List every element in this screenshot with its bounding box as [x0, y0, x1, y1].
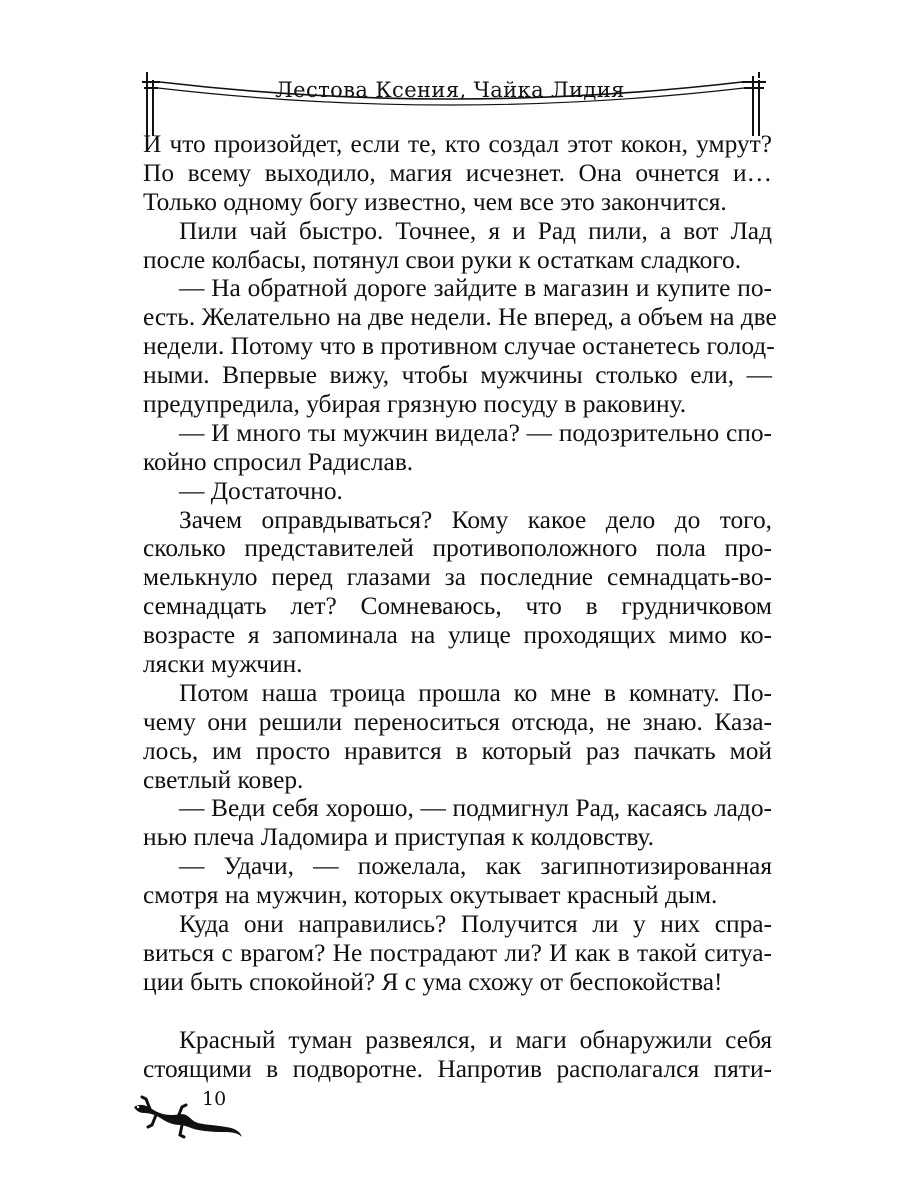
text-line: ными. Впервые вижу, чтобы мужчины столько ели, —	[143, 361, 772, 390]
text-line: после колбасы, потянул свои руки к остаткам сладкого.	[143, 245, 742, 274]
text-line	[143, 997, 772, 1026]
text-line: — Удачи, — пожелала, как загипнотизированная	[179, 852, 772, 881]
text-line: — Веди себя хорошо, — подмигнул Рад, касаясь ладо-	[179, 794, 772, 823]
text-line: нью плеча Ладомира и приступая к колдовству.	[143, 823, 654, 852]
text-line: По всему выходило, магия исчезнет. Она очнется и…	[143, 158, 772, 187]
text-line: светлый ковер.	[143, 765, 304, 794]
page-footer	[130, 1085, 260, 1145]
text-line: семнадцать лет? Сомневаюсь, что в грудничковом	[143, 592, 772, 621]
text-line: Только одному богу известно, чем все это закончится.	[143, 187, 727, 216]
text-line: Зачем оправдываться? Кому какое дело до того,	[179, 505, 772, 534]
text-line: чему они решили переноситься отсюда, не знаю. Каза-	[143, 707, 772, 736]
text-line: есть. Желательно на две недели. Не вперед, а объем на две	[143, 303, 777, 332]
text-line: койно спросил Радислав.	[143, 447, 414, 476]
text-line: смотря на мужчин, которых окутывает красный дым.	[143, 881, 718, 910]
body-text	[143, 130, 777, 1083]
text-line: предупредила, убирая грязную посуду в раковину.	[143, 390, 687, 419]
text-line: Пили чай быстро. Точнее, я и Рад пили, а вот Лад	[179, 216, 772, 245]
text-line: — И много ты мужчин видела? — подозрительно спо-	[179, 418, 772, 447]
text-line: стоящими в подворотне. Напротив располагался пяти-	[143, 1054, 772, 1083]
text-line: недели. Потому что в противном случае останетесь голод-	[143, 332, 775, 361]
text-line: возрасте я запоминала на улице проходящих мимо ко-	[143, 621, 772, 650]
lizard-icon	[130, 1085, 260, 1145]
text-line: И что произойдет, если те, кто создал этот кокон, умрут?	[143, 130, 772, 158]
text-line: Красный туман развеялся, и маги обнаружили себя	[179, 1025, 772, 1054]
text-line: ляски мужчин.	[143, 650, 303, 679]
page-number: 10	[202, 1088, 227, 1110]
text-line: лось, им просто нравится в который раз пачкать мой	[143, 736, 772, 765]
text-line: виться с врагом? Не пострадают ли? И как в такой ситуа-	[143, 938, 772, 967]
text-line: сколько представителей противоположного пола про-	[143, 534, 772, 563]
text-line: ции быть спокойной? Я с ума схожу от беспокойства!	[143, 967, 723, 996]
text-line: Куда они направились? Получится ли у них спра-	[179, 910, 772, 939]
text-line: Потом наша троица прошла ко мне в комнату. По-	[179, 678, 772, 707]
text-line: — На обратной дороге зайдите в магазин и купите по-	[179, 274, 772, 303]
running-title: Лестова Ксения, Чайка Лидия	[275, 78, 625, 102]
running-header	[0, 58, 900, 138]
text-line: — Достаточно.	[179, 476, 343, 505]
text-line: мелькнуло перед глазами за последние семнадцать-во-	[143, 563, 772, 592]
